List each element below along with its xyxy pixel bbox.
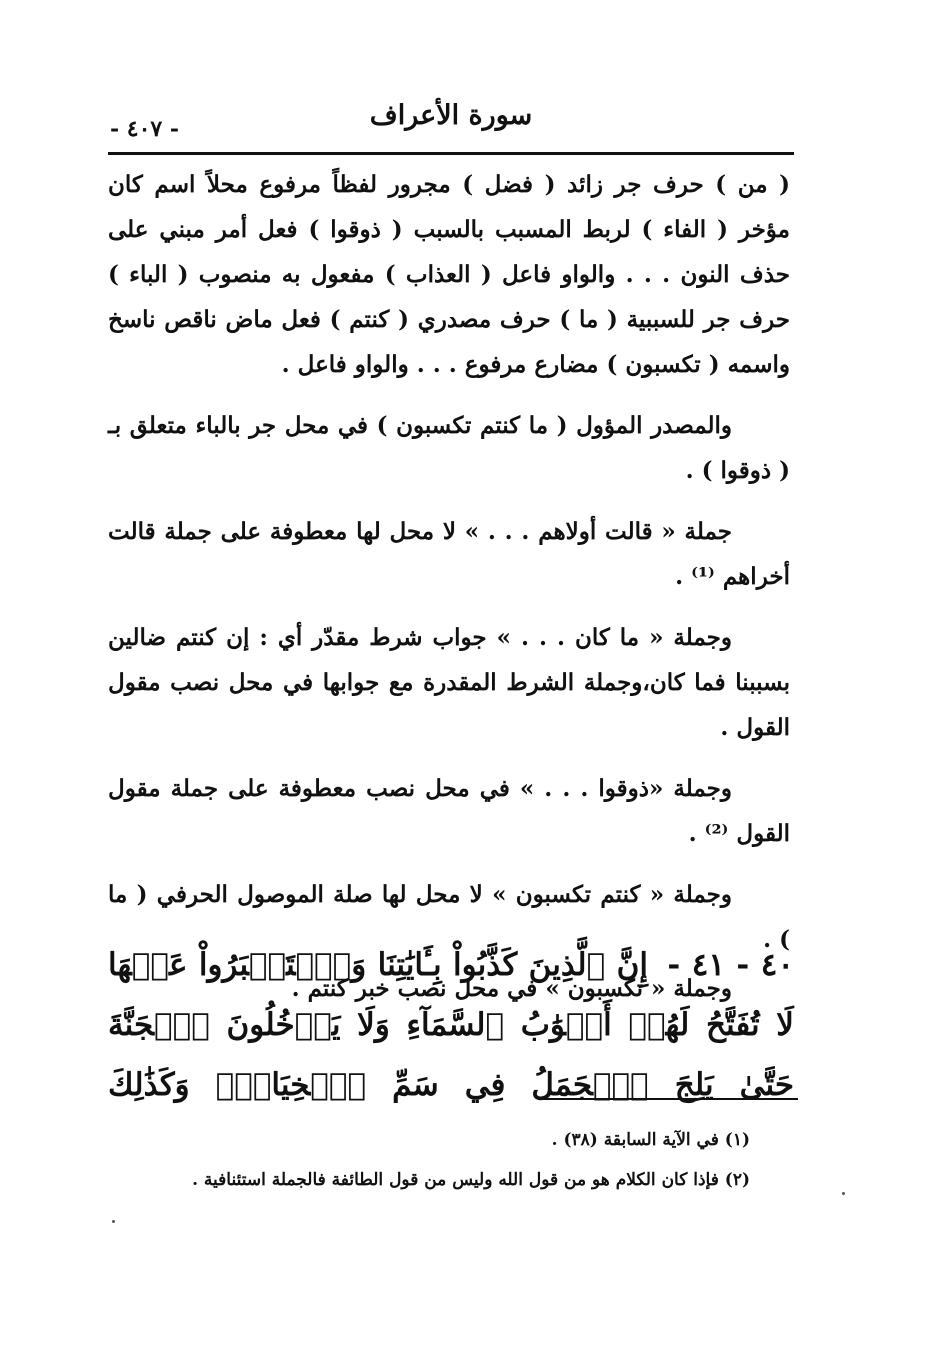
grammar-analysis [108, 162, 790, 1015]
verse-text: إِنَّ ٱلَّذِينَ كَذَّبُواْ بِـَٔايَٰتِنَا وَٱسۡتَكۡبَرُواْ عَنۡهَا لَا تُفَتَّحُ لَهُمۡ أَبۡوَٰبُ ٱلسَّمَآءِ وَلَا يَدۡخُلُونَ ٱلۡجَنَّةَ حَتَّىٰ يَلِجَ ٱلۡجَمَلُ فِي سَمِّ ٱلۡخِيَاطِۚ وَكَذَٰلِكَ [108, 947, 794, 1103]
paragraph-taksibun-sentence: وجملة « تكسبون » في محل نصب خبر كنتم . [291, 975, 732, 1002]
paragraph-parsing: ( من ) حرف جر زائد ( فضل ) مجرور لفظاً مرفوع محلاً اسم كان مؤخر ( الفاء ) لربط المسبب بالسبب ( ذوقوا ) فعل أمر مبني على حذف النون . . . والواو فاعل ( العذاب ) مفعول به منصوب ( الباء ) حرف جر للسببية ( ما ) حرف مصدري ( كنتم ) فعل ماض ناقص ناسخ واسمه ( تكسبون ) مضارع مرفوع . . . والواو فاعل . [108, 171, 790, 378]
page-header [108, 96, 794, 152]
paragraph-ma-kana-sentence: وجملة « ما كان . . . » جواب شرط مقدّر أي : إن كنتم ضالين بسببنا فما كان،وجملة الشرط المقدرة مع جوابها في محل نصب مقول القول . [108, 624, 790, 741]
paragraph-masdar: والمصدر المؤول ( ما كنتم تكسبون ) في محل جر بالباء متعلق بـ ( ذوقوا ) . [108, 412, 790, 484]
footnote-2: (٢) فإذا كان الكلام هو من قول الله وليس من قول الطائفة فالجملة استئنافية . [192, 1170, 750, 1190]
paragraph-dhuqu-sentence: وجملة «ذوقوا . . . » في محل نصب معطوفة على جملة مقول القول ⁽²⁾ . [108, 775, 790, 847]
surah-title: سورة الأعراف [369, 100, 533, 131]
footnote-divider [542, 1098, 798, 1100]
footnote-1: (١) في الآية السابقة (٣٨) . [551, 1130, 750, 1150]
paragraph-kuntum-sentence: وجملة « كنتم تكسبون » لا محل لها صلة الموصول الحرفي ( ما ) . [108, 881, 790, 953]
header-divider [108, 152, 794, 155]
footnotes [150, 1120, 750, 1200]
scan-speck [112, 1220, 115, 1223]
verse-number: ٤٠ - ٤١ - [667, 947, 794, 983]
page-number: - ٤٠٧ - [110, 116, 180, 142]
paragraph-qalat-sentence: جملة « قالت أولاهم . . . » لا محل لها معطوفة على جملة قالت أخراهم ⁽¹⁾ . [108, 518, 790, 590]
quran-verse [108, 935, 794, 1115]
scan-speck [842, 1192, 845, 1195]
